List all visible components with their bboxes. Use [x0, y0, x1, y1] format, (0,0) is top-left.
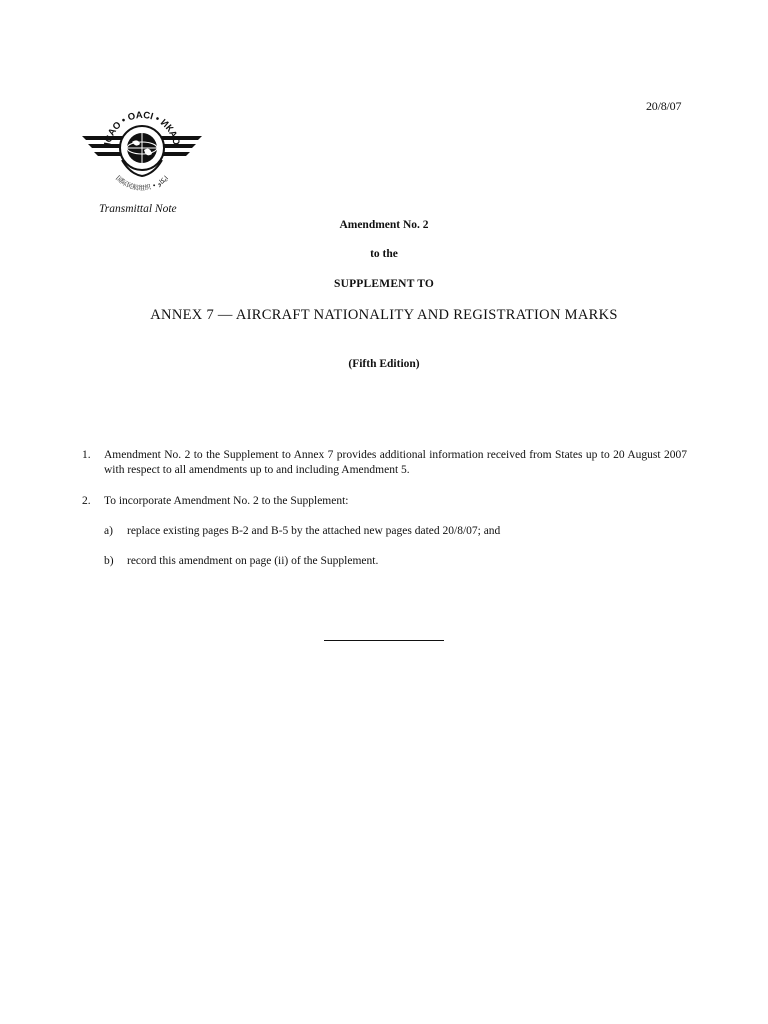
- list-item-text: Amendment No. 2 to the Supplement to Annex 7 provides additional information received from States up to 20 August 2007 with respect to all amendments up to and including Amendment 5.: [104, 449, 687, 476]
- end-divider: [324, 640, 444, 641]
- list-item: [82, 448, 687, 480]
- icao-emblem-icon: [80, 98, 204, 198]
- sub-list-item-text: replace existing pages B-2 and B-5 by the attached new pages dated 20/8/07; and: [127, 525, 501, 537]
- to-the-label: to the: [370, 248, 398, 260]
- sub-list-item: [104, 554, 687, 570]
- sub-list-item-text: record this amendment on page (ii) of the Supplement.: [127, 555, 379, 567]
- edition-label: (Fifth Edition): [348, 358, 420, 370]
- logo-top-text: ICAO • OACI • ИКАО: [102, 109, 182, 147]
- sub-list-item: [104, 524, 687, 540]
- document-date: 20/8/07: [646, 99, 682, 113]
- list-item-number: 1.: [82, 449, 91, 461]
- sub-list-item-letter: b): [104, 555, 114, 567]
- list-item-number: 2.: [82, 495, 91, 507]
- list-item: [82, 494, 687, 510]
- annex-title: ANNEX 7 — AIRCRAFT NATIONALITY AND REGISTRATION MARKS: [150, 307, 618, 323]
- transmittal-note-label: Transmittal Note: [99, 203, 177, 215]
- logo-bottom-text: 国际民航组织 • ايكاو: [114, 174, 170, 193]
- list-item-text: To incorporate Amendment No. 2 to the Supplement:: [104, 495, 349, 507]
- sub-list-item-letter: a): [104, 525, 113, 537]
- supplement-label: SUPPLEMENT TO: [333, 278, 435, 290]
- amendment-number: Amendment No. 2: [339, 219, 429, 231]
